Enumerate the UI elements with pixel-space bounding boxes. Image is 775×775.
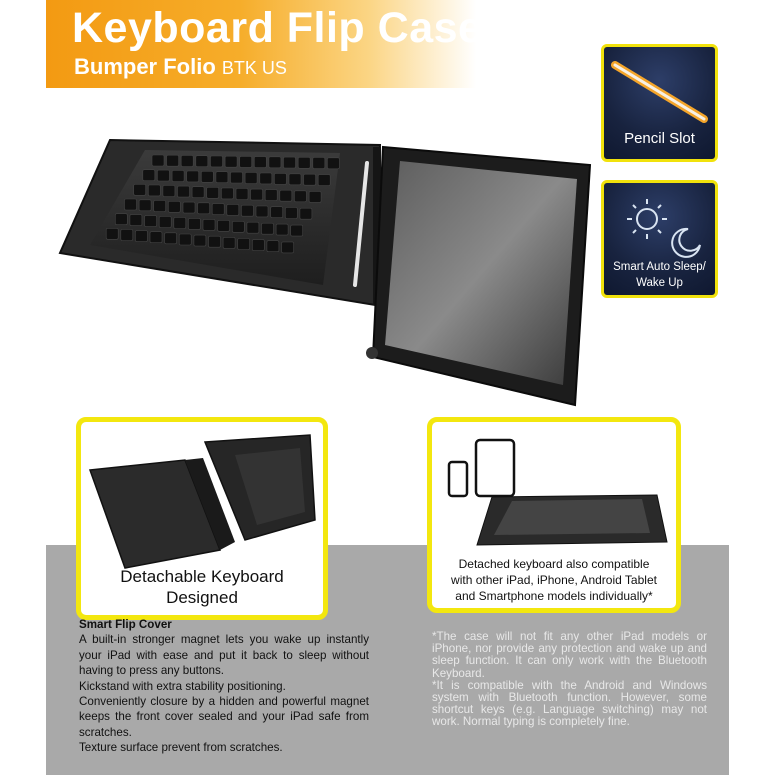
feature-label-sleep-1: Smart Auto Sleep/ (613, 261, 706, 273)
keyboard-key (187, 171, 199, 182)
keyboard-key (241, 205, 253, 216)
keyboard-key (223, 237, 235, 248)
home-button (366, 347, 378, 359)
keyboard-key (212, 204, 224, 215)
inset-right-caption-2: with other iPad, iPhone, Android Tablet (451, 573, 657, 587)
keyboard-key (135, 231, 147, 242)
keyboard-key (143, 170, 155, 181)
keyboard-key (121, 230, 133, 241)
keyboard-key (218, 220, 230, 231)
keyboard-key (157, 170, 169, 181)
page-title: Keyboard Flip Case (72, 4, 483, 52)
keyboard-key (291, 225, 303, 236)
keyboard-key (174, 218, 186, 229)
keyboard-key (265, 190, 277, 201)
product-image (55, 95, 600, 425)
keyboard-key (225, 156, 237, 167)
keyboard-key (168, 201, 180, 212)
feature-label-sleep-2: Wake Up (636, 277, 683, 289)
keyboard-key (154, 201, 166, 212)
keyboard-key (304, 174, 316, 185)
keyboard-key (179, 234, 191, 245)
keyboard-key (221, 188, 233, 199)
keyboard-key (245, 173, 257, 184)
keyboard-key (238, 239, 250, 250)
keyboard-key (256, 206, 268, 217)
keyboard-key (289, 174, 301, 185)
description-line: Kickstand with extra stability positioning. (79, 679, 286, 693)
keyboard-key (203, 219, 215, 230)
keyboard-key (115, 214, 127, 225)
keyboard-key (139, 200, 151, 211)
keyboard-key (163, 186, 175, 197)
keyboard-key (106, 228, 118, 239)
keyboard-key (284, 157, 296, 168)
note-fit: *The case will not fit any other iPad models or iPhone, nor provide any protection and wake up and sleep function. It can only work with the Bluetooth Keyboard. (432, 630, 707, 680)
keyboard-key (327, 158, 339, 169)
keyboard-key (300, 208, 312, 219)
keyboard-key (148, 185, 160, 196)
keyboard-key (252, 240, 264, 251)
description-heading: Smart Flip Cover (79, 618, 172, 631)
description-line: A built-in stronger magnet lets you wake up instantly your iPad with ease and put it back to sleep without having to press any buttons. (79, 633, 369, 678)
keyboard-key (232, 221, 244, 232)
keyboard-key (165, 233, 177, 244)
keyboard-key (201, 171, 213, 182)
inset-detachable (76, 417, 328, 620)
feature-auto-sleep (601, 180, 718, 298)
pencil-icon (610, 57, 710, 127)
description-line: Conveniently closure by a hidden and powerful magnet keeps the front cover sealed and your iPad safe from scratches. (79, 695, 369, 739)
keyboard-key (269, 157, 281, 168)
keyboard-key (198, 203, 210, 214)
keyboard-key (309, 191, 321, 202)
keyboard-key (260, 173, 272, 184)
inset-right-caption-1: Detached keyboard also compatible (458, 557, 650, 571)
keyboard-key (159, 217, 171, 228)
keyboard-key (313, 158, 325, 169)
sun-moon-icon (614, 191, 709, 261)
inset-left-caption-1: Detachable Keyboard (120, 567, 284, 586)
keyboard-key (211, 156, 223, 167)
keyboard-key (280, 190, 292, 201)
description-line: Texture surface prevent from scratches. (79, 741, 283, 755)
keyboard-key (196, 156, 208, 167)
keyboard-key (231, 172, 243, 183)
inset-right-caption-3: and Smartphone models individually* (455, 589, 653, 603)
keyboard-key (172, 171, 184, 182)
keyboard-key (188, 218, 200, 229)
keyboard-key (294, 191, 306, 202)
keyboard-key (192, 187, 204, 198)
keyboard-key (152, 155, 164, 166)
inset-compatible (427, 417, 681, 613)
feature-label-pencil: Pencil Slot (624, 130, 695, 147)
keyboard-key (254, 157, 266, 168)
keyboard-key (271, 207, 283, 218)
keyboard-key (181, 156, 193, 167)
detached-case-image (85, 430, 321, 570)
keyboard-key (183, 202, 195, 213)
keyboard-key (194, 235, 206, 246)
keyboard-key (276, 224, 288, 235)
keyboard-key (130, 215, 142, 226)
keyboard-key (282, 242, 294, 253)
keyboard-key (227, 204, 239, 215)
description-block (79, 617, 369, 756)
keyboard-key (285, 208, 297, 219)
keyboard-key (178, 186, 190, 197)
keyboard-key (298, 157, 310, 168)
keyboard-key (251, 189, 263, 200)
keyboard-key (236, 189, 248, 200)
subtitle-main: Bumper Folio (74, 54, 216, 79)
keyboard-key (216, 172, 228, 183)
keyboard-key (209, 236, 221, 247)
keyboard-key (150, 232, 162, 243)
feature-pencil-slot (601, 44, 718, 162)
keyboard-key (207, 187, 219, 198)
keyboard-key (267, 241, 279, 252)
keyboard-image (472, 487, 672, 552)
keyboard-key (318, 175, 330, 186)
keyboard-key (125, 199, 137, 210)
notes-block (432, 631, 707, 729)
keyboard-key (134, 184, 146, 195)
page-subtitle (74, 54, 287, 80)
subtitle-model: BTK US (221, 58, 287, 78)
keyboard-key (262, 223, 274, 234)
keyboard-key (145, 216, 157, 227)
keyboard-key (247, 222, 259, 233)
note-compat: *It is compatible with the Android and Windows system with Bluetooth function. However, some shortcut keys (e.g. Language switching) may not work. Normal typing is completely fine. (432, 678, 707, 729)
inset-left-caption-2: Designed (166, 588, 238, 607)
keyboard-half (60, 140, 380, 305)
keyboard-key (167, 155, 179, 166)
keyboard-key (274, 173, 286, 184)
keyboard-key (240, 156, 252, 167)
tablet-half (355, 147, 590, 405)
